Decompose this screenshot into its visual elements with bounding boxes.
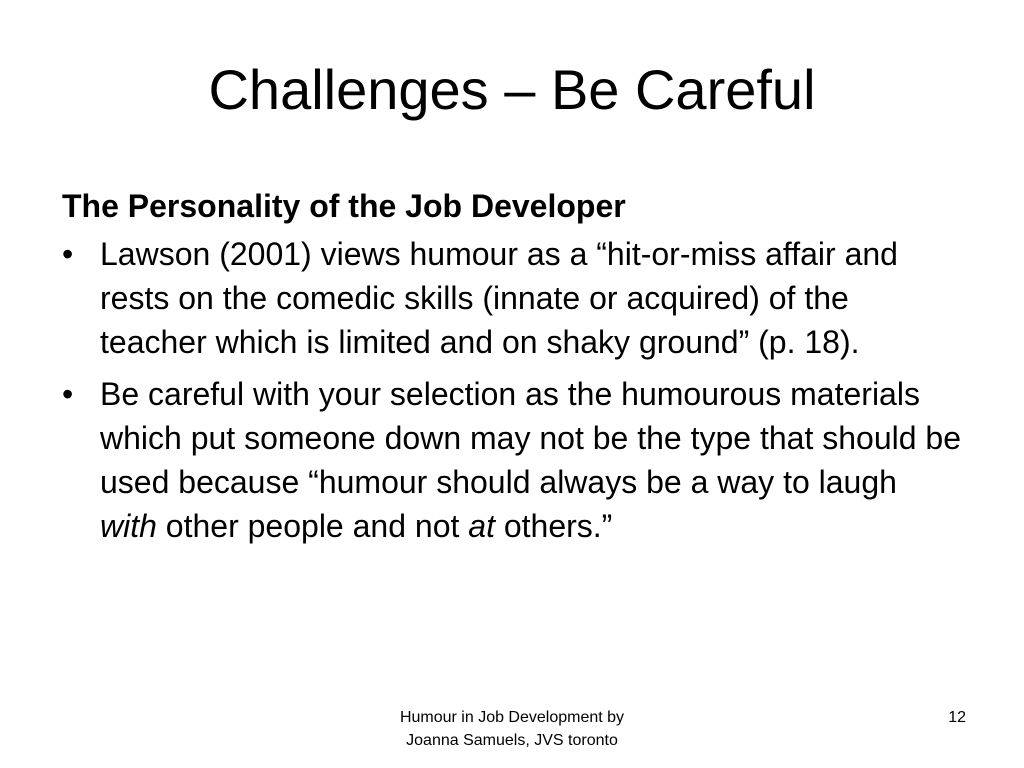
subheading: The Personality of the Job Developer xyxy=(62,188,626,224)
bullet-marker: • xyxy=(62,376,74,412)
bullet-text-2-part-1: Be careful with your selection as the humourous materials which put someone down may not be the type that should be used because “humour should always be a way to laugh xyxy=(100,376,961,500)
footer-credit xyxy=(312,706,712,752)
page-number: 12 xyxy=(948,709,966,726)
bullet-text-2-part-3: others.” xyxy=(494,508,613,544)
slide-body xyxy=(62,184,962,548)
emphasis-with: with xyxy=(100,508,157,544)
bullet-text-2-part-2: other people and not xyxy=(156,508,469,544)
footer-line-1: Humour in Job Development by xyxy=(399,709,625,726)
footer-line-2: Joanna Samuels, JVS toronto xyxy=(406,732,618,749)
bullet-marker: • xyxy=(62,236,74,272)
emphasis-at: at xyxy=(468,508,495,544)
bullet-text-1: Lawson (2001) views humour as a “hit-or-miss affair and rests on the comedic skills (innate or acquired) of the teacher which is limited and on shaky ground” (p. 18). xyxy=(100,236,898,360)
bullet-item-2 xyxy=(62,372,962,548)
slide-title: Challenges – Be Careful xyxy=(208,58,816,121)
bullet-item-1 xyxy=(62,232,962,364)
